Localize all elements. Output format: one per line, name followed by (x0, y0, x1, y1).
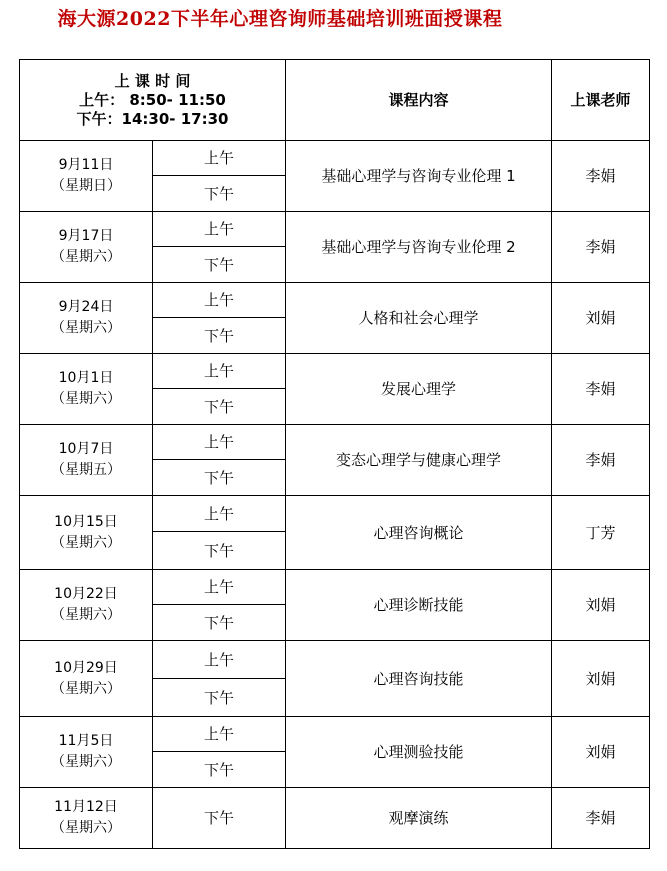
date-cell (20, 212, 153, 283)
session-cell: 下午 (153, 752, 286, 788)
course-cell: 基础心理学与咨询专业伦理 1 (286, 141, 552, 212)
session-cell: 下午 (153, 389, 286, 425)
session-cell: 下午 (153, 679, 286, 717)
teacher-cell: 刘娟 (552, 641, 650, 717)
date-cell (20, 283, 153, 354)
teacher-cell: 丁芳 (552, 496, 650, 570)
session-cell: 下午 (153, 247, 286, 283)
schedule-row (20, 496, 650, 532)
date-cell (20, 717, 153, 788)
teacher-cell: 李娟 (552, 788, 650, 849)
weekday-text: （星期六） (51, 680, 121, 697)
date-cell (20, 141, 153, 212)
weekday-text: （星期六） (51, 249, 121, 265)
session-cell: 上午 (153, 283, 286, 318)
course-cell: 心理测验技能 (286, 717, 552, 788)
date-cell (20, 641, 153, 717)
course-cell: 心理诊断技能 (286, 570, 552, 641)
date-cell (20, 788, 153, 849)
date-text: 9月24日 (58, 299, 114, 315)
schedule-row (20, 354, 650, 389)
header-row (20, 60, 650, 141)
schedule-row (20, 570, 650, 605)
date-cell (20, 354, 153, 425)
schedule-row (20, 425, 650, 460)
date-text: 11月5日 (58, 733, 114, 749)
course-cell: 心理咨询技能 (286, 641, 552, 717)
date-text: 10月29日 (54, 659, 118, 676)
session-cell: 下午 (153, 788, 286, 849)
session-cell: 下午 (153, 532, 286, 570)
session-cell: 上午 (153, 570, 286, 605)
session-cell: 下午 (153, 176, 286, 212)
course-cell: 心理咨询概论 (286, 496, 552, 570)
session-cell: 上午 (153, 717, 286, 752)
weekday-text: （星期六） (51, 534, 121, 551)
weekday-text: （星期六） (51, 754, 121, 770)
course-cell: 观摩演练 (286, 788, 552, 849)
teacher-cell: 刘娟 (552, 283, 650, 354)
document-title: 海大源2022下半年心理咨询师基础培训班面授课程 (57, 8, 503, 30)
session-cell: 上午 (153, 496, 286, 532)
date-text: 10月1日 (58, 370, 114, 386)
morning-hours: 上午： 8:50- 11:50 (79, 90, 226, 109)
session-cell: 下午 (153, 460, 286, 496)
teacher-cell: 李娟 (552, 425, 650, 496)
session-cell: 下午 (153, 318, 286, 354)
session-cell: 上午 (153, 212, 286, 247)
course-cell: 变态心理学与健康心理学 (286, 425, 552, 496)
schedule-table (19, 59, 650, 849)
afternoon-hours: 下午：14:30- 17:30 (76, 109, 229, 128)
teacher-cell: 刘娟 (552, 570, 650, 641)
weekday-text: （星期六） (51, 320, 121, 336)
weekday-text: （星期日） (51, 178, 121, 194)
schedule-row (20, 283, 650, 318)
schedule-row (20, 212, 650, 247)
date-text: 10月7日 (58, 441, 114, 457)
schedule-row (20, 641, 650, 679)
schedule-row (20, 717, 650, 752)
schedule-row (20, 788, 650, 849)
session-cell: 上午 (153, 354, 286, 389)
course-cell: 基础心理学与咨询专业伦理 2 (286, 212, 552, 283)
teacher-cell: 刘娟 (552, 717, 650, 788)
teacher-cell: 李娟 (552, 212, 650, 283)
time-header-title: 上 课 时 间 (114, 71, 191, 90)
weekday-text: （星期五） (51, 462, 121, 478)
teacher-header: 上课老师 (552, 60, 650, 141)
weekday-text: （星期六） (51, 607, 121, 623)
session-cell: 上午 (153, 141, 286, 176)
course-cell: 发展心理学 (286, 354, 552, 425)
course-header: 课程内容 (286, 60, 552, 141)
date-text: 9月17日 (58, 228, 114, 244)
time-header-cell (20, 60, 286, 141)
date-text: 9月11日 (58, 157, 114, 173)
date-cell (20, 496, 153, 570)
date-text: 10月15日 (54, 513, 118, 530)
date-cell (20, 570, 153, 641)
date-text: 10月22日 (54, 586, 118, 602)
session-cell: 下午 (153, 605, 286, 641)
course-cell: 人格和社会心理学 (286, 283, 552, 354)
date-cell (20, 425, 153, 496)
weekday-text: （星期六） (51, 391, 121, 407)
teacher-cell: 李娟 (552, 141, 650, 212)
weekday-text: （星期六） (51, 820, 121, 836)
teacher-cell: 李娟 (552, 354, 650, 425)
session-cell: 上午 (153, 425, 286, 460)
date-text: 11月12日 (54, 799, 118, 815)
session-cell: 上午 (153, 641, 286, 679)
schedule-row (20, 141, 650, 176)
